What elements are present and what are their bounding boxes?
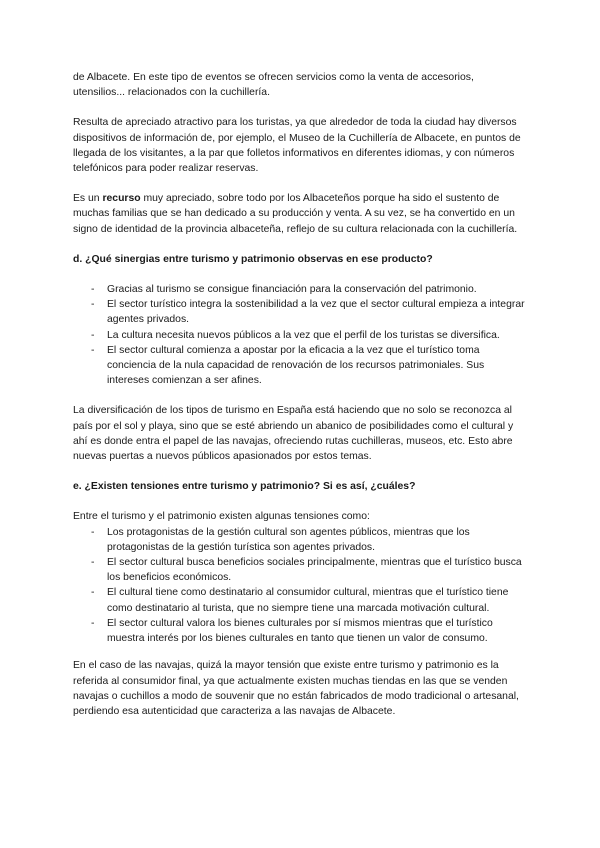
list-item-text: La cultura necesita nuevos públicos a la vez que el perfil de los turistas se diversifica. — [107, 329, 500, 341]
section-e-heading: e. ¿Existen tensiones entre turismo y patrimonio? Si es así, ¿cuáles? — [73, 481, 416, 493]
list-item — [73, 328, 525, 343]
paragraph-intro-continuation: de Albacete. En este tipo de eventos se ofrecen servicios como la venta de accesorios, utensilios... relacionados con la cuchillería. — [73, 72, 474, 99]
bullet-dash: - — [91, 526, 95, 538]
section-d-list — [73, 282, 525, 388]
paragraph-tourist-attraction: Resulta de apreciado atractivo para los turistas, ya que alrededor de toda la ciudad hay diversos dispositivos de información de, por ejemplo, el Museo de la Cuchillería de Albacete, en puntos de llegada de los visitantes, a la par que folletos informativos en diferentes idiomas, y con números telefónicos para poder realizar reservas. — [73, 117, 521, 175]
list-item-text: El sector cultural comienza a apostar por la eficacia a la vez que el turístico toma conciencia de la nula capacidad de renovación de los recursos patrimoniales. Sus intereses comienzan a ser afines. — [107, 344, 485, 387]
bullet-dash: - — [91, 299, 95, 311]
list-item — [73, 297, 525, 327]
document-page — [73, 70, 525, 734]
list-item-text: Gracias al turismo se consigue financiación para la conservación del patrimonio. — [107, 284, 477, 296]
list-item — [73, 616, 525, 646]
paragraph-resource — [73, 191, 525, 237]
list-item — [73, 555, 525, 585]
list-item — [73, 343, 525, 389]
list-item — [73, 282, 525, 297]
paragraph-resource-start: Es un — [73, 193, 103, 205]
bullet-dash: - — [91, 587, 95, 599]
paragraph-knives-tension: En el caso de las navajas, quizá la mayor tensión que existe entre turismo y patrimonio es la referida al consumidor final, ya que actualmente existen muchas tiendas en las que se venden navajas o cuchillos a modo de souvenir que no están fabricados de modo tradicional o artesanal, perdiendo esa autenticidad que caracteriza a las navajas de Albacete. — [73, 660, 519, 717]
list-item-text: El sector cultural busca beneficios sociales principalmente, mientras que el turístico busca los beneficios económicos. — [107, 557, 522, 584]
section-e-list — [73, 525, 525, 647]
bullet-dash: - — [91, 557, 95, 569]
bold-word-recurso: recurso — [102, 193, 141, 205]
list-item-text: Los protagonistas de la gestión cultural son agentes públicos, mientras que los protagonistas de la gestión turística son agentes privados. — [107, 526, 470, 553]
list-item — [73, 525, 525, 555]
paragraph-resource-end: muy apreciado, sobre todo por los Albaceteños porque ha sido el sustento de muchas familias que se han dedicado a su producción y venta. A su vez, se ha convertido en un signo de identidad de la provincia albaceteña, reflejo de su cultura relacionada con la cuchillería. — [73, 193, 518, 235]
bullet-dash: - — [91, 617, 95, 629]
bullet-dash: - — [91, 284, 95, 296]
bullet-dash: - — [91, 329, 95, 341]
paragraph-diversification: La diversificación de los tipos de turismo en España está haciendo que no solo se reconozca al país por el sol y playa, sino que se esté abriendo un abanico de posibilidades como el cultural y ahí es donde entra el papel de las navajas, ofreciendo rutas cuchilleras, museos, etc. Esto abre nuevas puertas a nuevos públicos apasionados por estos temas. — [73, 405, 514, 463]
list-item-text: El sector cultural valora los bienes culturales por sí mismos mientras que el turístico muestra interés por los bienes culturales en tanto que tienen un valor de consumo. — [107, 617, 493, 645]
list-item — [73, 585, 525, 615]
list-item-text: El sector turístico integra la sostenibilidad a la vez que el sector cultural empieza a integrar agentes privados. — [107, 299, 525, 326]
section-d-heading: d. ¿Qué sinergias entre turismo y patrimonio observas en ese producto? — [73, 253, 433, 265]
bullet-dash: - — [91, 344, 95, 356]
section-e-intro: Entre el turismo y el patrimonio existen algunas tensiones como: — [73, 511, 370, 523]
list-item-text: El cultural tiene como destinatario al consumidor cultural, mientras que el turístico tiene como destinatario al turista, que no siempre tiene una marcada motivación cultural. — [107, 587, 509, 614]
